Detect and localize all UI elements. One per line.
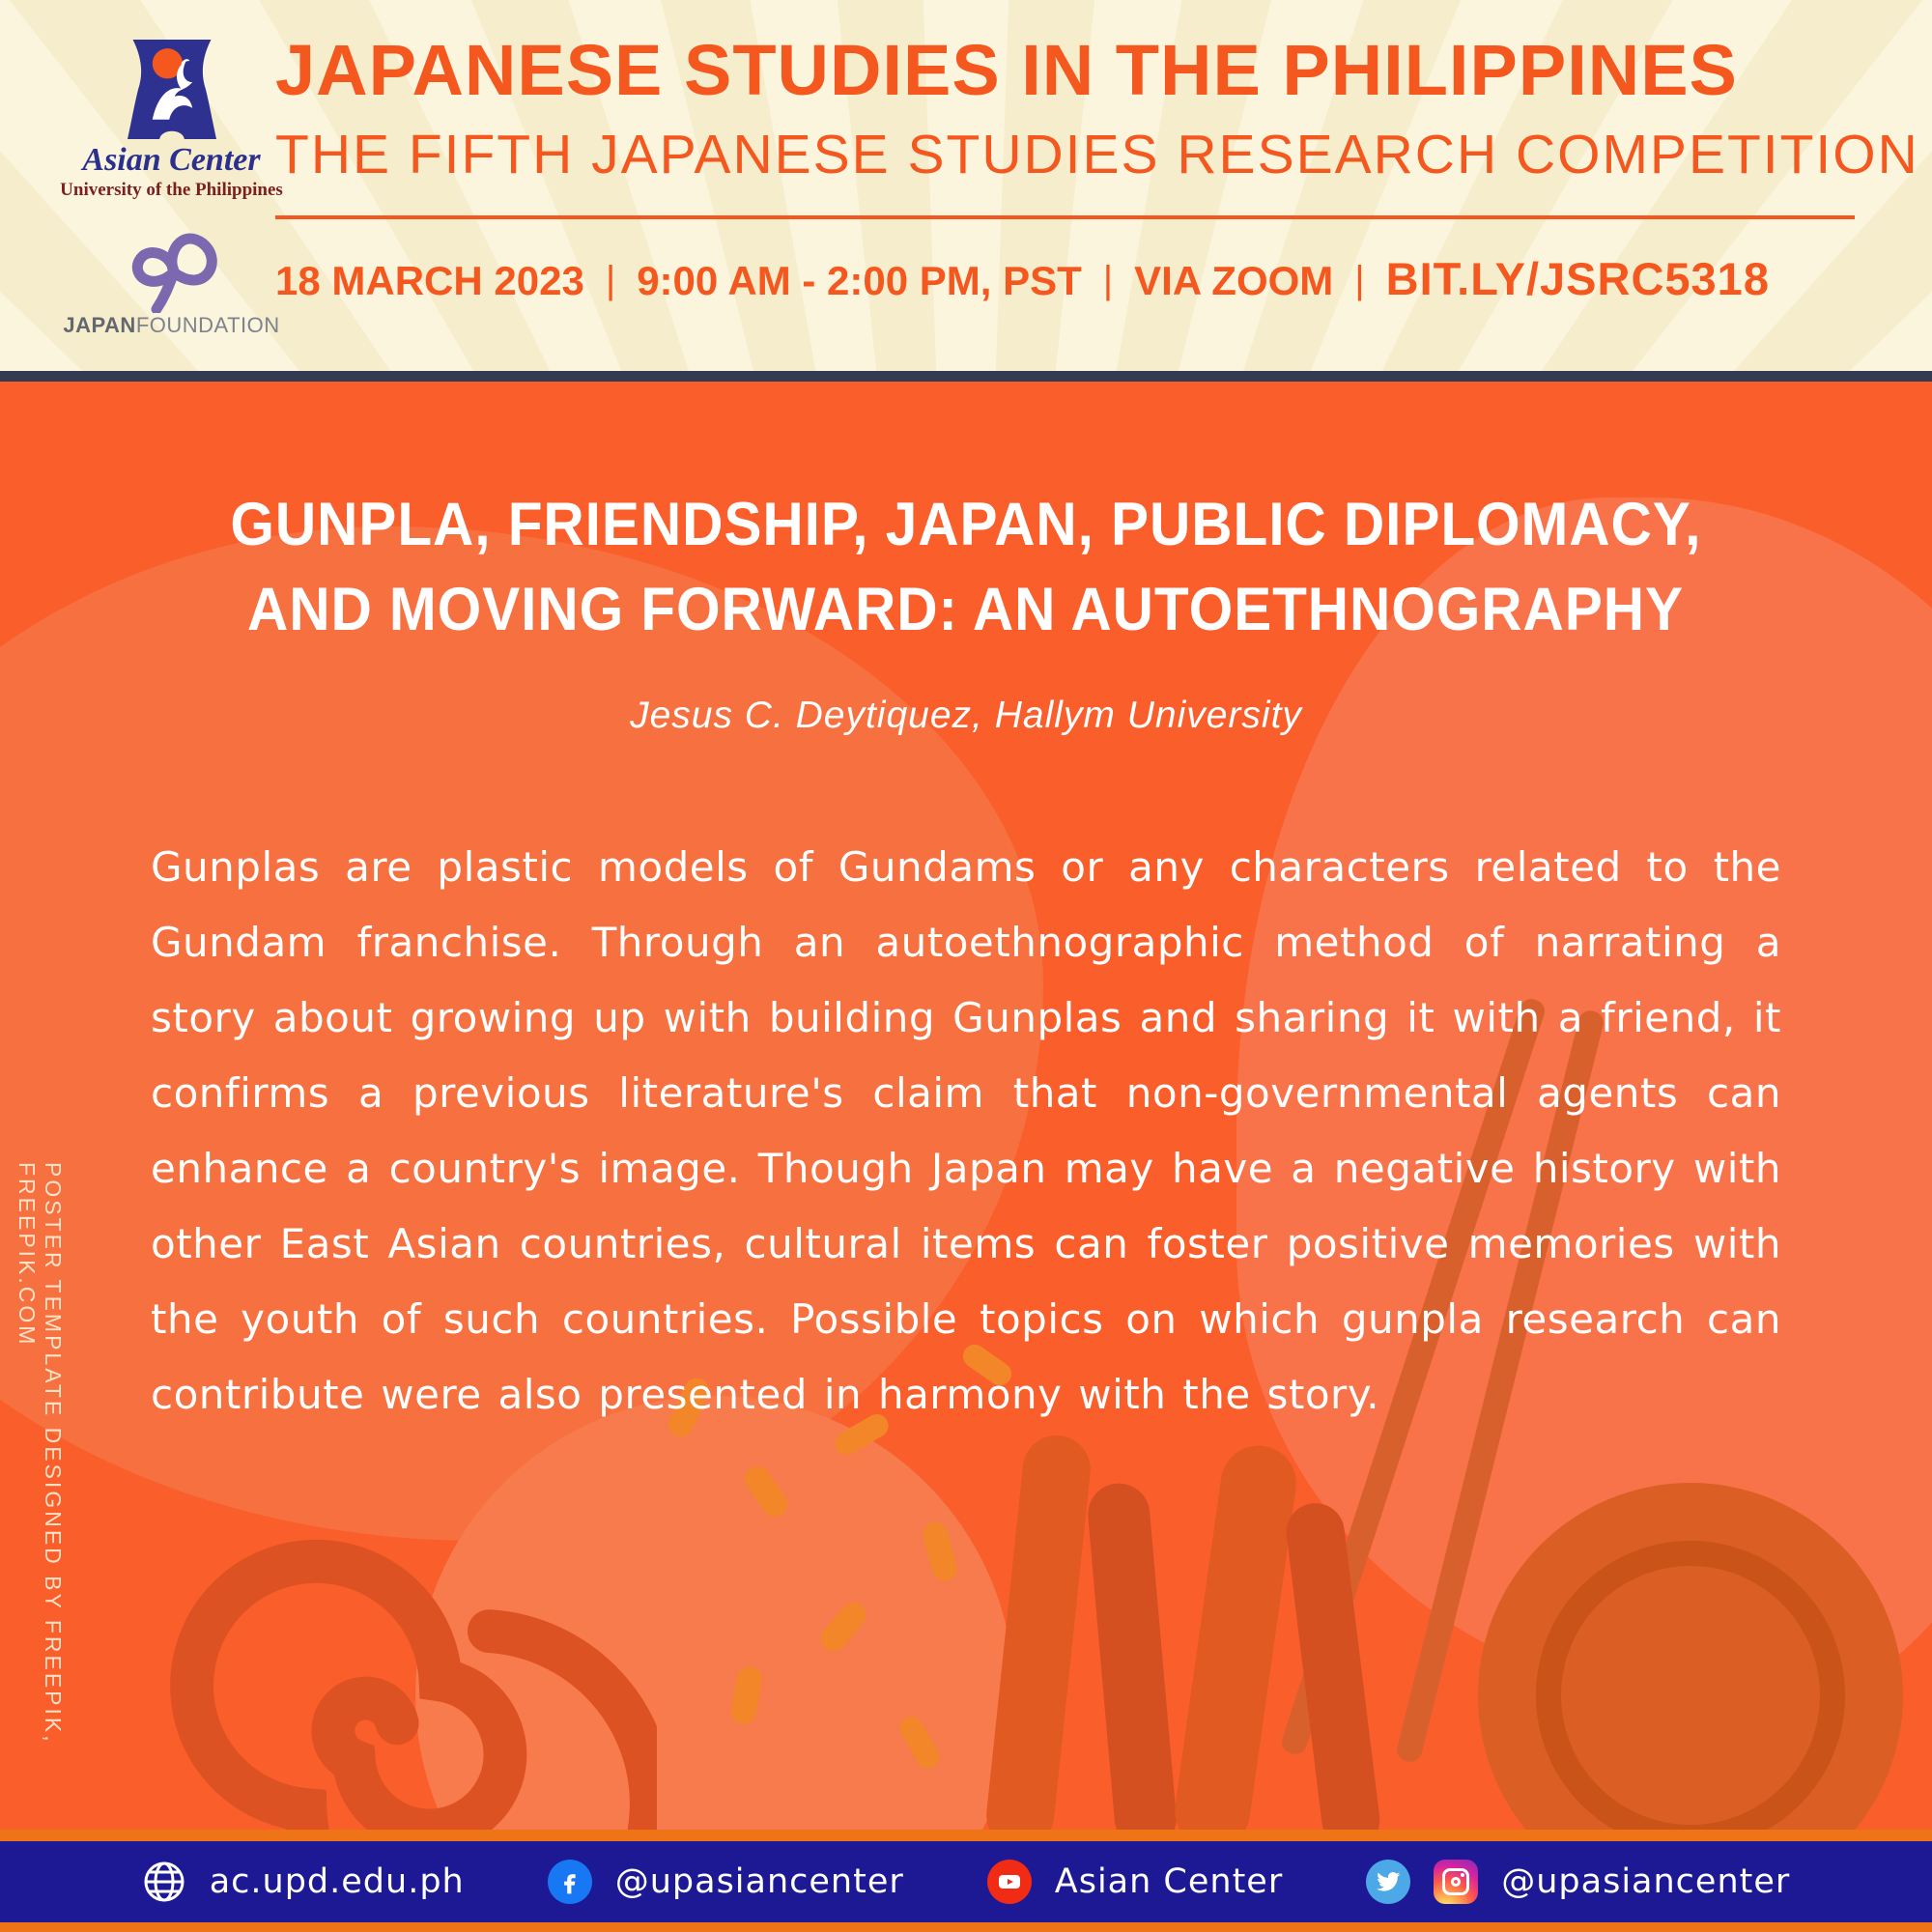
facebook-handle: @upasiancenter [614,1862,904,1901]
japan-foundation-logo-name: JAPANFOUNDATION [63,312,280,337]
separator: | [605,259,616,301]
instagram-icon [1434,1860,1478,1904]
japan-foundation-logo-icon [124,216,220,313]
bg-noodle-strip [1170,1441,1301,1830]
website-url: ac.upd.edu.ph [209,1862,465,1901]
asian-center-logo-name: Asian Center [82,142,261,178]
footer-facebook [548,1860,904,1904]
youtube-channel-name: Asian Center [1054,1862,1284,1901]
footer-social [1366,1860,1790,1904]
poster-footer [0,1841,1932,1922]
template-credit-text: POSTER TEMPLATE DESIGNED BY FREEPIK, FREEPIK.COM [14,1162,66,1745]
event-title: JAPANESE STUDIES IN THE PHILIPPINES [275,30,1738,110]
footer-website [142,1860,465,1904]
bg-plate-ring [1536,1541,1845,1830]
paper-abstract: Gunplas are plastic models of Gundams or any characters related to the Gundam franchise. Through an autoethnographic method of narrating a story about growing up with building Gunplas and sharing it with a friend, it confirms a previous literature's claim that non-governmental agents can enhance a country's image. Though Japan may have a negative history with other East Asian countries, cultural items can foster positive memories with the youth of such countries. Possible topics on which gunpla research can contribute were also presented in harmony with the story. [151,843,1781,1418]
event-date: 18 MARCH 2023 [275,258,584,303]
session-content [0,382,1932,1433]
bg-narutomaki-swirl-icon [116,1463,657,1830]
poster-body [0,382,1932,1830]
facebook-icon [548,1860,592,1904]
event-subtitle: THE FIFTH JAPANESE STUDIES RESEARCH COMPETITION [275,124,1919,185]
event-details-row [275,252,1857,305]
event-venue: VIA ZOOM [1134,258,1334,303]
separator: | [1354,259,1365,301]
event-time: 9:00 AM - 2:00 PM, PST [637,258,1082,303]
event-registration-link: BIT.LY/JSRC5318 [1385,253,1770,304]
logo-column [53,37,290,338]
twitter-icon [1366,1860,1410,1904]
header-separator-bar [0,371,1932,382]
header-text-block [275,30,1919,305]
paper-title-line2: AND MOVING FORWARD: AN AUTOETHNOGRAPHY [247,576,1685,643]
asian-center-logo-icon [128,37,216,141]
social-handle: @upasiancenter [1501,1862,1791,1901]
poster-header [0,0,1932,371]
footer-bottom-stripe [0,1922,1932,1932]
paper-title-line1: GUNPLA, FRIENDSHIP, JAPAN, PUBLIC DIPLOMACY, [230,491,1702,558]
bg-noodle-strip [1086,1481,1179,1830]
separator: | [1102,259,1114,301]
globe-icon [142,1860,186,1904]
youtube-icon [987,1860,1032,1904]
header-divider [275,215,1855,219]
paper-author: Jesus C. Deytiquez, Hallym University [630,695,1302,736]
footer-youtube [987,1860,1283,1904]
asian-center-logo-subtitle: University of the Philippines [60,179,283,200]
footer-top-stripe [0,1830,1932,1841]
